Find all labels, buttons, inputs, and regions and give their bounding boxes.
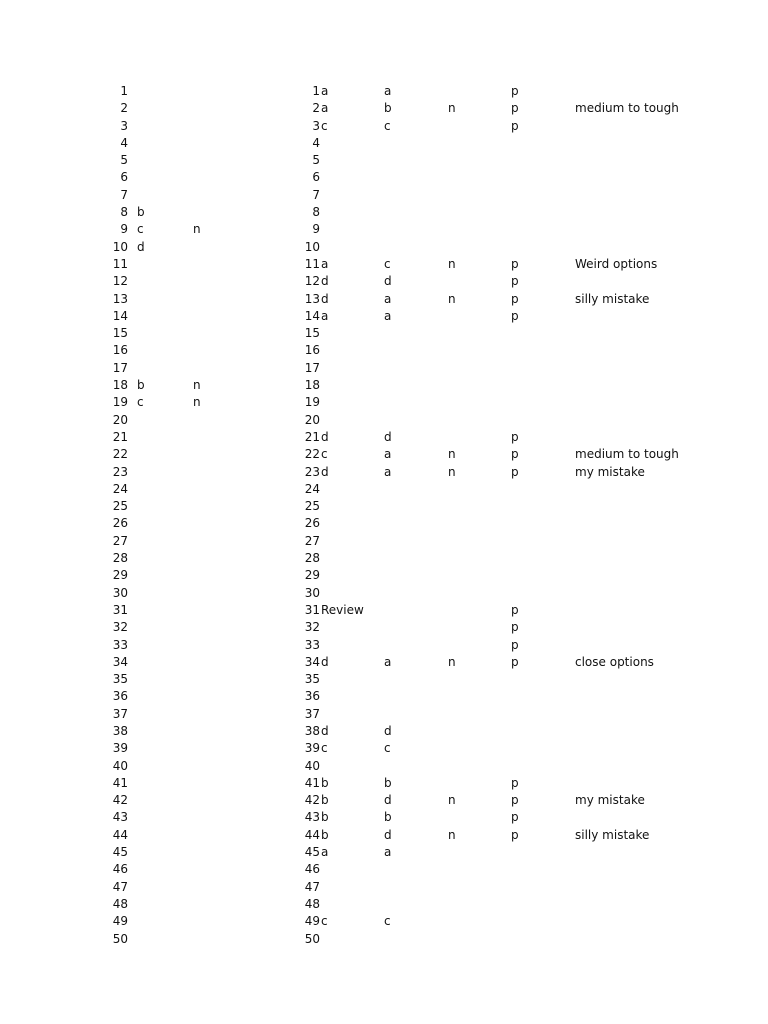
question-number-left: 36 xyxy=(112,689,128,704)
mark-p: p xyxy=(511,274,519,289)
my-answer: c xyxy=(384,741,391,756)
table-row xyxy=(0,360,768,377)
answer-key: c xyxy=(321,914,328,929)
question-number-right: 39 xyxy=(304,741,320,756)
question-number-left: 8 xyxy=(120,205,128,220)
mark-p: p xyxy=(511,810,519,825)
question-number-right: 10 xyxy=(304,239,320,254)
my-answer: a xyxy=(384,84,392,98)
note-left: n xyxy=(193,222,201,237)
question-number-right: 32 xyxy=(304,620,320,635)
question-number-left: 11 xyxy=(112,256,128,271)
mark-n: n xyxy=(448,101,456,116)
table-row xyxy=(0,637,768,654)
question-number-left: 10 xyxy=(112,239,128,254)
answer-key: b xyxy=(321,827,329,842)
question-number-left: 42 xyxy=(112,793,128,808)
mark-n: n xyxy=(448,793,456,808)
question-number-right: 25 xyxy=(304,499,320,514)
answer-key: d xyxy=(321,723,329,738)
mark-p: p xyxy=(511,827,519,842)
question-number-right: 26 xyxy=(304,516,320,531)
mark-n: n xyxy=(448,464,456,479)
answer-key: a xyxy=(321,845,329,860)
question-number-right: 31 xyxy=(304,602,320,617)
question-number-left: 45 xyxy=(112,845,128,860)
mark-n: n xyxy=(448,291,456,306)
question-number-right: 1 xyxy=(312,84,320,98)
table-row xyxy=(0,152,768,169)
mark-p: p xyxy=(511,256,519,271)
answer-left: b xyxy=(137,205,145,220)
table-row xyxy=(0,481,768,498)
my-answer: d xyxy=(384,827,392,842)
note-left: n xyxy=(193,378,201,393)
answer-key: d xyxy=(321,654,329,669)
table-row xyxy=(0,931,768,948)
table-row xyxy=(0,169,768,186)
question-number-left: 46 xyxy=(112,862,128,877)
question-number-left: 29 xyxy=(112,568,128,583)
answer-sheet xyxy=(0,83,768,948)
question-number-left: 23 xyxy=(112,464,128,479)
remark: silly mistake xyxy=(575,291,650,306)
mark-p: p xyxy=(511,464,519,479)
question-number-left: 27 xyxy=(112,533,128,548)
my-answer: d xyxy=(384,429,392,444)
table-row xyxy=(0,291,768,308)
question-number-left: 22 xyxy=(112,447,128,462)
table-row xyxy=(0,256,768,273)
mark-p: p xyxy=(511,602,519,617)
question-number-right: 2 xyxy=(312,101,320,116)
question-number-left: 4 xyxy=(120,135,128,150)
question-number-left: 31 xyxy=(112,602,128,617)
table-row xyxy=(0,671,768,688)
my-answer: d xyxy=(384,723,392,738)
question-number-left: 6 xyxy=(120,170,128,185)
table-row xyxy=(0,792,768,809)
question-number-right: 9 xyxy=(312,222,320,237)
question-number-right: 33 xyxy=(304,637,320,652)
table-row xyxy=(0,533,768,550)
question-number-right: 22 xyxy=(304,447,320,462)
table-row xyxy=(0,879,768,896)
table-row xyxy=(0,740,768,757)
answer-left: c xyxy=(137,222,144,237)
table-row xyxy=(0,377,768,394)
answer-key: c xyxy=(321,741,328,756)
question-number-left: 15 xyxy=(112,326,128,341)
table-row xyxy=(0,550,768,567)
question-number-left: 2 xyxy=(120,101,128,116)
table-row xyxy=(0,896,768,913)
answer-key: a xyxy=(321,84,329,98)
mark-p: p xyxy=(511,84,519,98)
my-answer: d xyxy=(384,793,392,808)
mark-n: n xyxy=(448,654,456,669)
mark-p: p xyxy=(511,654,519,669)
question-number-left: 41 xyxy=(112,775,128,790)
question-number-left: 32 xyxy=(112,620,128,635)
question-number-left: 48 xyxy=(112,896,128,911)
question-number-left: 20 xyxy=(112,412,128,427)
question-number-left: 1 xyxy=(120,84,128,98)
mark-p: p xyxy=(511,775,519,790)
table-row xyxy=(0,464,768,481)
question-number-left: 28 xyxy=(112,551,128,566)
my-answer: b xyxy=(384,101,392,116)
question-number-left: 30 xyxy=(112,585,128,600)
question-number-left: 24 xyxy=(112,481,128,496)
question-number-right: 49 xyxy=(304,914,320,929)
question-number-left: 17 xyxy=(112,360,128,375)
mark-p: p xyxy=(511,447,519,462)
mark-p: p xyxy=(511,429,519,444)
question-number-right: 24 xyxy=(304,481,320,496)
my-answer: a xyxy=(384,464,392,479)
table-row xyxy=(0,412,768,429)
question-number-right: 23 xyxy=(304,464,320,479)
question-number-right: 15 xyxy=(304,326,320,341)
question-number-left: 3 xyxy=(120,118,128,133)
mark-p: p xyxy=(511,637,519,652)
table-row xyxy=(0,429,768,446)
question-number-left: 14 xyxy=(112,308,128,323)
question-number-right: 16 xyxy=(304,343,320,358)
remark: medium to tough xyxy=(575,447,679,462)
table-row xyxy=(0,342,768,359)
question-number-right: 17 xyxy=(304,360,320,375)
question-number-left: 44 xyxy=(112,827,128,842)
table-row xyxy=(0,619,768,636)
table-row xyxy=(0,273,768,290)
table-row xyxy=(0,585,768,602)
question-number-right: 11 xyxy=(304,256,320,271)
table-row xyxy=(0,446,768,463)
question-number-right: 47 xyxy=(304,879,320,894)
answer-left: d xyxy=(137,239,145,254)
question-number-left: 7 xyxy=(120,187,128,202)
table-row xyxy=(0,758,768,775)
question-number-right: 46 xyxy=(304,862,320,877)
table-row xyxy=(0,135,768,152)
answer-key: d xyxy=(321,274,329,289)
mark-p: p xyxy=(511,620,519,635)
table-row xyxy=(0,913,768,930)
my-answer: b xyxy=(384,810,392,825)
question-number-left: 35 xyxy=(112,672,128,687)
table-row xyxy=(0,100,768,117)
answer-key: c xyxy=(321,447,328,462)
table-row xyxy=(0,723,768,740)
question-number-right: 21 xyxy=(304,429,320,444)
question-number-right: 20 xyxy=(304,412,320,427)
question-number-right: 41 xyxy=(304,775,320,790)
question-number-right: 30 xyxy=(304,585,320,600)
question-number-left: 39 xyxy=(112,741,128,756)
table-row xyxy=(0,844,768,861)
answer-key: b xyxy=(321,793,329,808)
my-answer: a xyxy=(384,291,392,306)
question-number-right: 34 xyxy=(304,654,320,669)
question-number-right: 44 xyxy=(304,827,320,842)
mark-n: n xyxy=(448,256,456,271)
question-number-left: 38 xyxy=(112,723,128,738)
question-number-right: 19 xyxy=(304,395,320,410)
table-row xyxy=(0,498,768,515)
table-row xyxy=(0,204,768,221)
table-row xyxy=(0,654,768,671)
table-row xyxy=(0,118,768,135)
question-number-right: 36 xyxy=(304,689,320,704)
question-number-left: 43 xyxy=(112,810,128,825)
answer-key: d xyxy=(321,464,329,479)
question-number-left: 5 xyxy=(120,153,128,168)
question-number-right: 4 xyxy=(312,135,320,150)
question-number-left: 47 xyxy=(112,879,128,894)
question-number-right: 50 xyxy=(304,931,320,946)
question-number-left: 19 xyxy=(112,395,128,410)
table-row xyxy=(0,809,768,826)
question-number-right: 18 xyxy=(304,378,320,393)
my-answer: a xyxy=(384,447,392,462)
question-number-left: 37 xyxy=(112,706,128,721)
my-answer: c xyxy=(384,256,391,271)
question-number-right: 14 xyxy=(304,308,320,323)
my-answer: c xyxy=(384,118,391,133)
question-number-left: 9 xyxy=(120,222,128,237)
table-row xyxy=(0,187,768,204)
remark: close options xyxy=(575,654,654,669)
remark: silly mistake xyxy=(575,827,650,842)
mark-p: p xyxy=(511,793,519,808)
mark-n: n xyxy=(448,447,456,462)
question-number-left: 21 xyxy=(112,429,128,444)
table-row xyxy=(0,827,768,844)
question-number-left: 50 xyxy=(112,931,128,946)
table-row xyxy=(0,706,768,723)
question-number-left: 49 xyxy=(112,914,128,929)
question-number-right: 38 xyxy=(304,723,320,738)
question-number-right: 29 xyxy=(304,568,320,583)
my-answer: c xyxy=(384,914,391,929)
table-row xyxy=(0,602,768,619)
table-row xyxy=(0,515,768,532)
question-number-left: 34 xyxy=(112,654,128,669)
question-number-right: 8 xyxy=(312,205,320,220)
table-row xyxy=(0,83,768,100)
question-number-right: 45 xyxy=(304,845,320,860)
my-answer: a xyxy=(384,308,392,323)
table-row xyxy=(0,239,768,256)
question-number-right: 35 xyxy=(304,672,320,687)
question-number-left: 25 xyxy=(112,499,128,514)
answer-key: b xyxy=(321,775,329,790)
question-number-right: 7 xyxy=(312,187,320,202)
question-number-left: 18 xyxy=(112,378,128,393)
question-number-left: 26 xyxy=(112,516,128,531)
note-left: n xyxy=(193,395,201,410)
my-answer: b xyxy=(384,775,392,790)
table-row xyxy=(0,775,768,792)
my-answer: d xyxy=(384,274,392,289)
table-row xyxy=(0,394,768,411)
question-number-right: 28 xyxy=(304,551,320,566)
question-number-right: 12 xyxy=(304,274,320,289)
question-number-right: 48 xyxy=(304,896,320,911)
question-number-right: 13 xyxy=(304,291,320,306)
answer-key: Review xyxy=(321,602,364,617)
table-row xyxy=(0,567,768,584)
my-answer: a xyxy=(384,654,392,669)
answer-key: a xyxy=(321,101,329,116)
answer-key: b xyxy=(321,810,329,825)
remark: medium to tough xyxy=(575,101,679,116)
table-row xyxy=(0,861,768,878)
question-number-left: 16 xyxy=(112,343,128,358)
mark-n: n xyxy=(448,827,456,842)
question-number-right: 5 xyxy=(312,153,320,168)
question-number-right: 43 xyxy=(304,810,320,825)
question-number-right: 27 xyxy=(304,533,320,548)
question-number-right: 3 xyxy=(312,118,320,133)
table-row xyxy=(0,308,768,325)
answer-left: b xyxy=(137,378,145,393)
question-number-right: 40 xyxy=(304,758,320,773)
question-number-right: 37 xyxy=(304,706,320,721)
answer-left: c xyxy=(137,395,144,410)
question-number-left: 12 xyxy=(112,274,128,289)
question-number-right: 6 xyxy=(312,170,320,185)
table-row xyxy=(0,221,768,238)
question-number-right: 42 xyxy=(304,793,320,808)
mark-p: p xyxy=(511,291,519,306)
question-number-left: 40 xyxy=(112,758,128,773)
my-answer: a xyxy=(384,845,392,860)
answer-key: d xyxy=(321,291,329,306)
mark-p: p xyxy=(511,308,519,323)
answer-key: a xyxy=(321,308,329,323)
mark-p: p xyxy=(511,118,519,133)
remark: my mistake xyxy=(575,793,645,808)
remark: my mistake xyxy=(575,464,645,479)
question-number-left: 13 xyxy=(112,291,128,306)
answer-key: c xyxy=(321,118,328,133)
table-row xyxy=(0,688,768,705)
answer-key: a xyxy=(321,256,329,271)
remark: Weird options xyxy=(575,256,658,271)
question-number-left: 33 xyxy=(112,637,128,652)
mark-p: p xyxy=(511,101,519,116)
table-row xyxy=(0,325,768,342)
answer-key: d xyxy=(321,429,329,444)
